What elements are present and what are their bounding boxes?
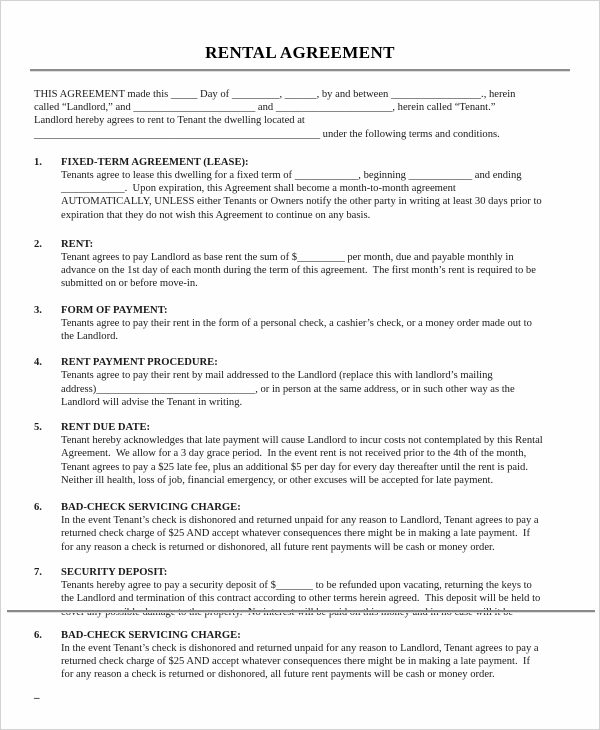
- body-line: Landlord will advise the Tenant in writing.: [61, 396, 243, 408]
- section-rent-payment-procedure: [34, 356, 579, 409]
- body-line: expiration that they do not wish this Agreement to continue on any basis.: [61, 209, 371, 221]
- body-line: Tenant agrees to pay Landlord as base rent the sum of $_________ per month, due and payable monthly in: [61, 252, 514, 264]
- section-number: 2.: [34, 238, 42, 250]
- section-body: [61, 369, 579, 409]
- section-heading: BAD-CHECK SERVICING CHARGE:: [61, 502, 241, 514]
- section-heading: SECURITY DEPOSIT:: [61, 566, 168, 578]
- section-body: [61, 169, 579, 222]
- section-rent-due-date: [34, 421, 579, 487]
- section-bad-check-servicing-charge: [34, 501, 579, 554]
- section-heading-row: [34, 356, 579, 369]
- section-heading-row: [34, 421, 579, 434]
- body-line: advance on the 1st day of each month during the term of this agreement. The first month’s rent is required to be: [61, 265, 536, 277]
- body-line: Agreement. We allow for a 3 day grace period. In the event rent is not received prior to the 4th of the month,: [61, 448, 527, 460]
- section-number: 7.: [34, 566, 42, 578]
- body-line: Tenants agree to pay their rent in the form of a personal check, a cashier’s check, or a money order made out to: [61, 317, 532, 329]
- intro-line: called “Landlord,” and _______________________ and ______________________, herein called “Tenant.”: [34, 102, 496, 114]
- body-line: for any reason a check is returned or dishonored, all future rent payments will be cash or money order.: [61, 541, 495, 553]
- body-line: Neither ill health, loss of job, financial emergency, or other excuses will be accepted for late payment.: [61, 474, 494, 486]
- intro-line: ______________________________________________________ under the following terms and conditions.: [34, 128, 500, 140]
- section-body: [61, 642, 579, 682]
- section-heading: FIXED-TERM AGREEMENT (LEASE):: [61, 156, 249, 168]
- body-line: submitted on or before move-in.: [61, 278, 198, 290]
- section-heading: RENT DUE DATE:: [61, 422, 151, 434]
- body-line: ____________. Upon expiration, this Agreement shall become a month-to-month agreement: [61, 183, 456, 195]
- section-body: [61, 514, 579, 554]
- section-heading-row: [34, 629, 579, 642]
- footer-dash: –: [34, 691, 40, 704]
- page-break-rule: [7, 610, 595, 613]
- intro-paragraph: [34, 88, 574, 141]
- body-line: AUTOMATICALLY, UNLESS either Tenants or Owners notify the other party in writing at least 30 days prior to: [61, 196, 542, 208]
- body-line: Tenants hereby agree to pay a security deposit of $_______ to be refunded upon vacating, returning the keys to: [61, 580, 532, 592]
- section-number: 3.: [34, 304, 42, 316]
- section-number: 1.: [34, 156, 42, 168]
- section-heading: FORM OF PAYMENT:: [61, 304, 168, 316]
- body-line: In the event Tenant’s check is dishonored and returned unpaid for any reason to Landlord, Tenant agrees to pay a: [61, 642, 539, 654]
- section-body: [61, 251, 579, 291]
- section-number: 6.: [34, 502, 42, 514]
- section-body: [61, 434, 579, 487]
- title-underline-rule: [30, 69, 570, 72]
- body-line: address)______________________________, or in person at the same address, or in such other way as the: [61, 383, 515, 395]
- section-form-of-payment: [34, 304, 579, 344]
- body-line: Tenants agree to pay their rent by mail addressed to the Landlord (replace this with landlord’s mailing: [61, 370, 493, 382]
- section-heading: BAD-CHECK SERVICING CHARGE:: [61, 629, 241, 641]
- section-heading-row: [34, 566, 579, 579]
- body-line: the Landlord and termination of this contract according to other terms herein agreed. This deposit will be held to: [61, 593, 541, 605]
- section-number: 5.: [34, 422, 42, 434]
- section-rent: [34, 238, 579, 291]
- body-line: Tenant hereby acknowledges that late payment will cause Landlord to incur costs not contemplated by this Rental: [61, 435, 543, 447]
- section-heading-row: [34, 238, 579, 251]
- body-line: for any reason a check is returned or dishonored, all future rent payments will be cash or money order.: [61, 669, 495, 681]
- section-bad-check-servicing-charge-repeat: [34, 629, 579, 682]
- section-fixed-term-agreement: [34, 156, 579, 222]
- body-line: the Landlord.: [61, 331, 119, 343]
- section-heading: RENT:: [61, 238, 94, 250]
- section-body: [61, 317, 579, 343]
- body-line: Tenant agrees to pay a $25 late fee, plus an additional $5 per day for every day thereafter until the rent is paid.: [61, 461, 528, 473]
- section-heading: RENT PAYMENT PROCEDURE:: [61, 357, 218, 369]
- section-heading-row: [34, 501, 579, 514]
- document-title: RENTAL AGREEMENT: [205, 43, 395, 62]
- section-number: 6.: [34, 629, 42, 641]
- body-line: returned check charge of $25 AND accept whatever consequences there might be in making a late payment. If: [61, 528, 530, 540]
- body-line: Tenants agree to lease this dwelling for a fixed term of ____________, beginning ____________ and ending: [61, 170, 522, 182]
- intro-line: Landlord hereby agrees to rent to Tenant the dwelling located at: [34, 115, 305, 127]
- body-line: returned check charge of $25 AND accept whatever consequences there might be in making a late payment. If: [61, 656, 530, 668]
- section-number: 4.: [34, 357, 42, 369]
- section-heading-row: [34, 156, 579, 169]
- intro-line: THIS AGREEMENT made this _____ Day of _________, ______, by and between _________________., herein: [34, 89, 516, 100]
- body-line: In the event Tenant’s check is dishonored and returned unpaid for any reason to Landlord, Tenant agrees to pay a: [61, 515, 539, 527]
- section-heading-row: [34, 304, 579, 317]
